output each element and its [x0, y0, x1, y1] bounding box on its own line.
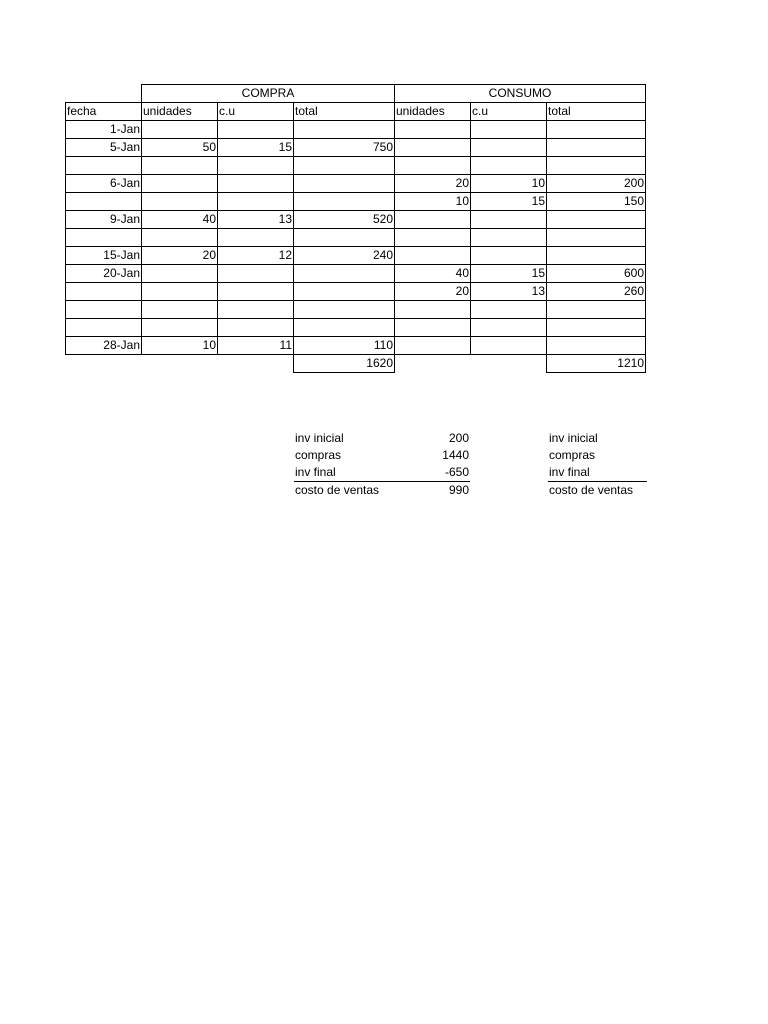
cu-consumo-cell[interactable] [471, 211, 547, 229]
fecha-cell[interactable]: 20-Jan [66, 265, 142, 283]
fecha-cell[interactable] [66, 283, 142, 301]
inv-final-value[interactable]: -650 [444, 465, 469, 479]
unidades-compra-cell[interactable] [142, 319, 218, 337]
cu-consumo-cell[interactable] [471, 229, 547, 247]
cu-compra-cell[interactable]: 15 [218, 139, 294, 157]
total-compra-cell[interactable] [294, 301, 395, 319]
inventory-table [65, 84, 646, 373]
compra-header[interactable]: COMPRA [142, 85, 395, 103]
unidades-consumo-cell[interactable]: 20 [395, 175, 471, 193]
table-row [66, 157, 646, 175]
summary-right [548, 430, 647, 499]
inv-inicial-label[interactable]: inv inicial [549, 431, 598, 445]
compras-label[interactable]: compras [549, 448, 596, 462]
cu-compra-cell[interactable] [218, 121, 294, 139]
total-compra-cell[interactable]: 520 [294, 211, 395, 229]
total-compra-header[interactable]: total [294, 103, 395, 121]
inv-inicial-label[interactable]: inv inicial [295, 431, 344, 445]
cu-consumo-cell[interactable] [471, 319, 547, 337]
table-row [66, 283, 646, 301]
total-consumo-cell[interactable]: 150 [547, 193, 646, 211]
unidades-consumo-cell[interactable] [395, 211, 471, 229]
summary-row [294, 464, 470, 482]
costo-ventas-label[interactable]: costo de ventas [548, 482, 647, 500]
empty-cell [471, 355, 547, 373]
summary-row [548, 482, 647, 500]
summary-row [294, 447, 470, 464]
cu-consumo-cell[interactable]: 10 [471, 175, 547, 193]
fecha-cell[interactable] [66, 319, 142, 337]
group-header-row [66, 85, 646, 103]
unidades-consumo-header[interactable]: unidades [395, 103, 471, 121]
table-row [66, 247, 646, 265]
fecha-cell[interactable] [66, 301, 142, 319]
total-consumo-cell[interactable] [547, 157, 646, 175]
fecha-cell[interactable] [66, 193, 142, 211]
table-row [66, 121, 646, 139]
fecha-cell[interactable]: 9-Jan [66, 211, 142, 229]
unidades-consumo-cell[interactable]: 20 [395, 283, 471, 301]
fecha-cell[interactable]: 15-Jan [66, 247, 142, 265]
summary-row [294, 482, 470, 500]
unidades-compra-cell[interactable] [142, 301, 218, 319]
costo-ventas-value[interactable]: 990 [414, 482, 470, 500]
summary-row [294, 430, 470, 447]
consumo-total-cell[interactable]: 1210 [547, 355, 646, 373]
total-compra-cell[interactable]: 110 [294, 337, 395, 355]
cu-compra-cell[interactable]: 12 [218, 247, 294, 265]
unidades-compra-cell[interactable] [142, 175, 218, 193]
totals-row [66, 355, 646, 373]
cu-consumo-cell[interactable] [471, 247, 547, 265]
summary-row [548, 447, 647, 464]
total-consumo-cell[interactable]: 600 [547, 265, 646, 283]
unidades-compra-cell[interactable]: 50 [142, 139, 218, 157]
total-compra-cell[interactable] [294, 121, 395, 139]
compra-total-cell[interactable]: 1620 [294, 355, 395, 373]
fecha-cell[interactable]: 5-Jan [66, 139, 142, 157]
total-consumo-cell[interactable] [547, 301, 646, 319]
cu-consumo-cell[interactable]: 15 [471, 193, 547, 211]
inv-final-label[interactable]: inv final [549, 465, 590, 479]
compras-label[interactable]: compras [295, 448, 342, 462]
table-row [66, 301, 646, 319]
total-compra-cell[interactable] [294, 157, 395, 175]
unidades-compra-cell[interactable]: 40 [142, 211, 218, 229]
cu-consumo-cell[interactable] [471, 121, 547, 139]
unidades-compra-header[interactable]: unidades [142, 103, 218, 121]
cu-consumo-cell[interactable] [471, 157, 547, 175]
cu-compra-cell[interactable] [218, 229, 294, 247]
unidades-consumo-cell[interactable] [395, 247, 471, 265]
unidades-consumo-cell[interactable] [395, 229, 471, 247]
total-compra-cell[interactable] [294, 283, 395, 301]
summary-row [548, 430, 647, 447]
unidades-compra-cell[interactable] [142, 121, 218, 139]
table-row [66, 175, 646, 193]
total-compra-cell[interactable] [294, 193, 395, 211]
total-consumo-cell[interactable] [547, 139, 646, 157]
cu-compra-cell[interactable] [218, 193, 294, 211]
cu-compra-cell[interactable] [218, 319, 294, 337]
unidades-consumo-cell[interactable] [395, 337, 471, 355]
cu-compra-cell[interactable] [218, 157, 294, 175]
unidades-compra-cell[interactable] [142, 157, 218, 175]
total-consumo-cell[interactable] [547, 319, 646, 337]
table-row [66, 337, 646, 355]
fecha-header[interactable]: fecha [66, 103, 142, 121]
costo-ventas-label[interactable]: costo de ventas [294, 482, 414, 500]
compras-value[interactable]: 1440 [442, 448, 469, 462]
empty-cell [142, 355, 218, 373]
cu-compra-header[interactable]: c.u [218, 103, 294, 121]
cu-compra-cell[interactable]: 11 [218, 337, 294, 355]
inv-final-label[interactable]: inv final [295, 465, 336, 479]
unidades-consumo-cell[interactable] [395, 301, 471, 319]
empty-cell [395, 355, 471, 373]
inv-inicial-value[interactable]: 200 [448, 431, 469, 445]
empty-cell [66, 85, 142, 103]
table-row [66, 229, 646, 247]
fecha-cell[interactable] [66, 229, 142, 247]
fecha-cell[interactable] [66, 157, 142, 175]
total-consumo-cell[interactable]: 200 [547, 175, 646, 193]
total-consumo-cell[interactable] [547, 229, 646, 247]
cu-compra-cell[interactable] [218, 265, 294, 283]
total-compra-cell[interactable]: 240 [294, 247, 395, 265]
cu-consumo-cell[interactable]: 15 [471, 265, 547, 283]
table-row [66, 139, 646, 157]
unidades-compra-cell[interactable] [142, 283, 218, 301]
unidades-compra-cell[interactable] [142, 193, 218, 211]
total-compra-cell[interactable] [294, 319, 395, 337]
fecha-cell[interactable]: 1-Jan [66, 121, 142, 139]
total-consumo-cell[interactable]: 260 [547, 283, 646, 301]
unidades-compra-cell[interactable] [142, 265, 218, 283]
cu-consumo-cell[interactable] [471, 301, 547, 319]
total-consumo-cell[interactable] [547, 121, 646, 139]
cu-compra-cell[interactable] [218, 301, 294, 319]
total-consumo-cell[interactable] [547, 337, 646, 355]
total-compra-cell[interactable] [294, 265, 395, 283]
total-consumo-header[interactable]: total [547, 103, 646, 121]
unidades-consumo-cell[interactable] [395, 319, 471, 337]
empty-cell [218, 355, 294, 373]
total-compra-cell[interactable] [294, 175, 395, 193]
fecha-cell[interactable]: 28-Jan [66, 337, 142, 355]
total-consumo-cell[interactable] [547, 247, 646, 265]
empty-cell [66, 355, 142, 373]
table-row [66, 265, 646, 283]
total-compra-cell[interactable]: 750 [294, 139, 395, 157]
fecha-cell[interactable]: 6-Jan [66, 175, 142, 193]
unidades-consumo-cell[interactable]: 40 [395, 265, 471, 283]
unidades-consumo-cell[interactable] [395, 139, 471, 157]
unidades-compra-cell[interactable]: 20 [142, 247, 218, 265]
cu-consumo-header[interactable]: c.u [471, 103, 547, 121]
unidades-compra-cell[interactable]: 10 [142, 337, 218, 355]
summary-row [548, 464, 647, 482]
table-row [66, 319, 646, 337]
unidades-consumo-cell[interactable]: 10 [395, 193, 471, 211]
table-row [66, 193, 646, 211]
unidades-compra-cell[interactable] [142, 229, 218, 247]
consumo-header[interactable]: CONSUMO [395, 85, 646, 103]
total-consumo-cell[interactable] [547, 211, 646, 229]
cu-consumo-cell[interactable] [471, 337, 547, 355]
table-row [66, 211, 646, 229]
cu-consumo-cell[interactable] [471, 139, 547, 157]
column-header-row [66, 103, 646, 121]
cu-consumo-cell[interactable]: 13 [471, 283, 547, 301]
cu-compra-cell[interactable]: 13 [218, 211, 294, 229]
unidades-consumo-cell[interactable] [395, 157, 471, 175]
summary-left [294, 430, 470, 499]
cu-compra-cell[interactable] [218, 175, 294, 193]
cu-compra-cell[interactable] [218, 283, 294, 301]
unidades-consumo-cell[interactable] [395, 121, 471, 139]
total-compra-cell[interactable] [294, 229, 395, 247]
